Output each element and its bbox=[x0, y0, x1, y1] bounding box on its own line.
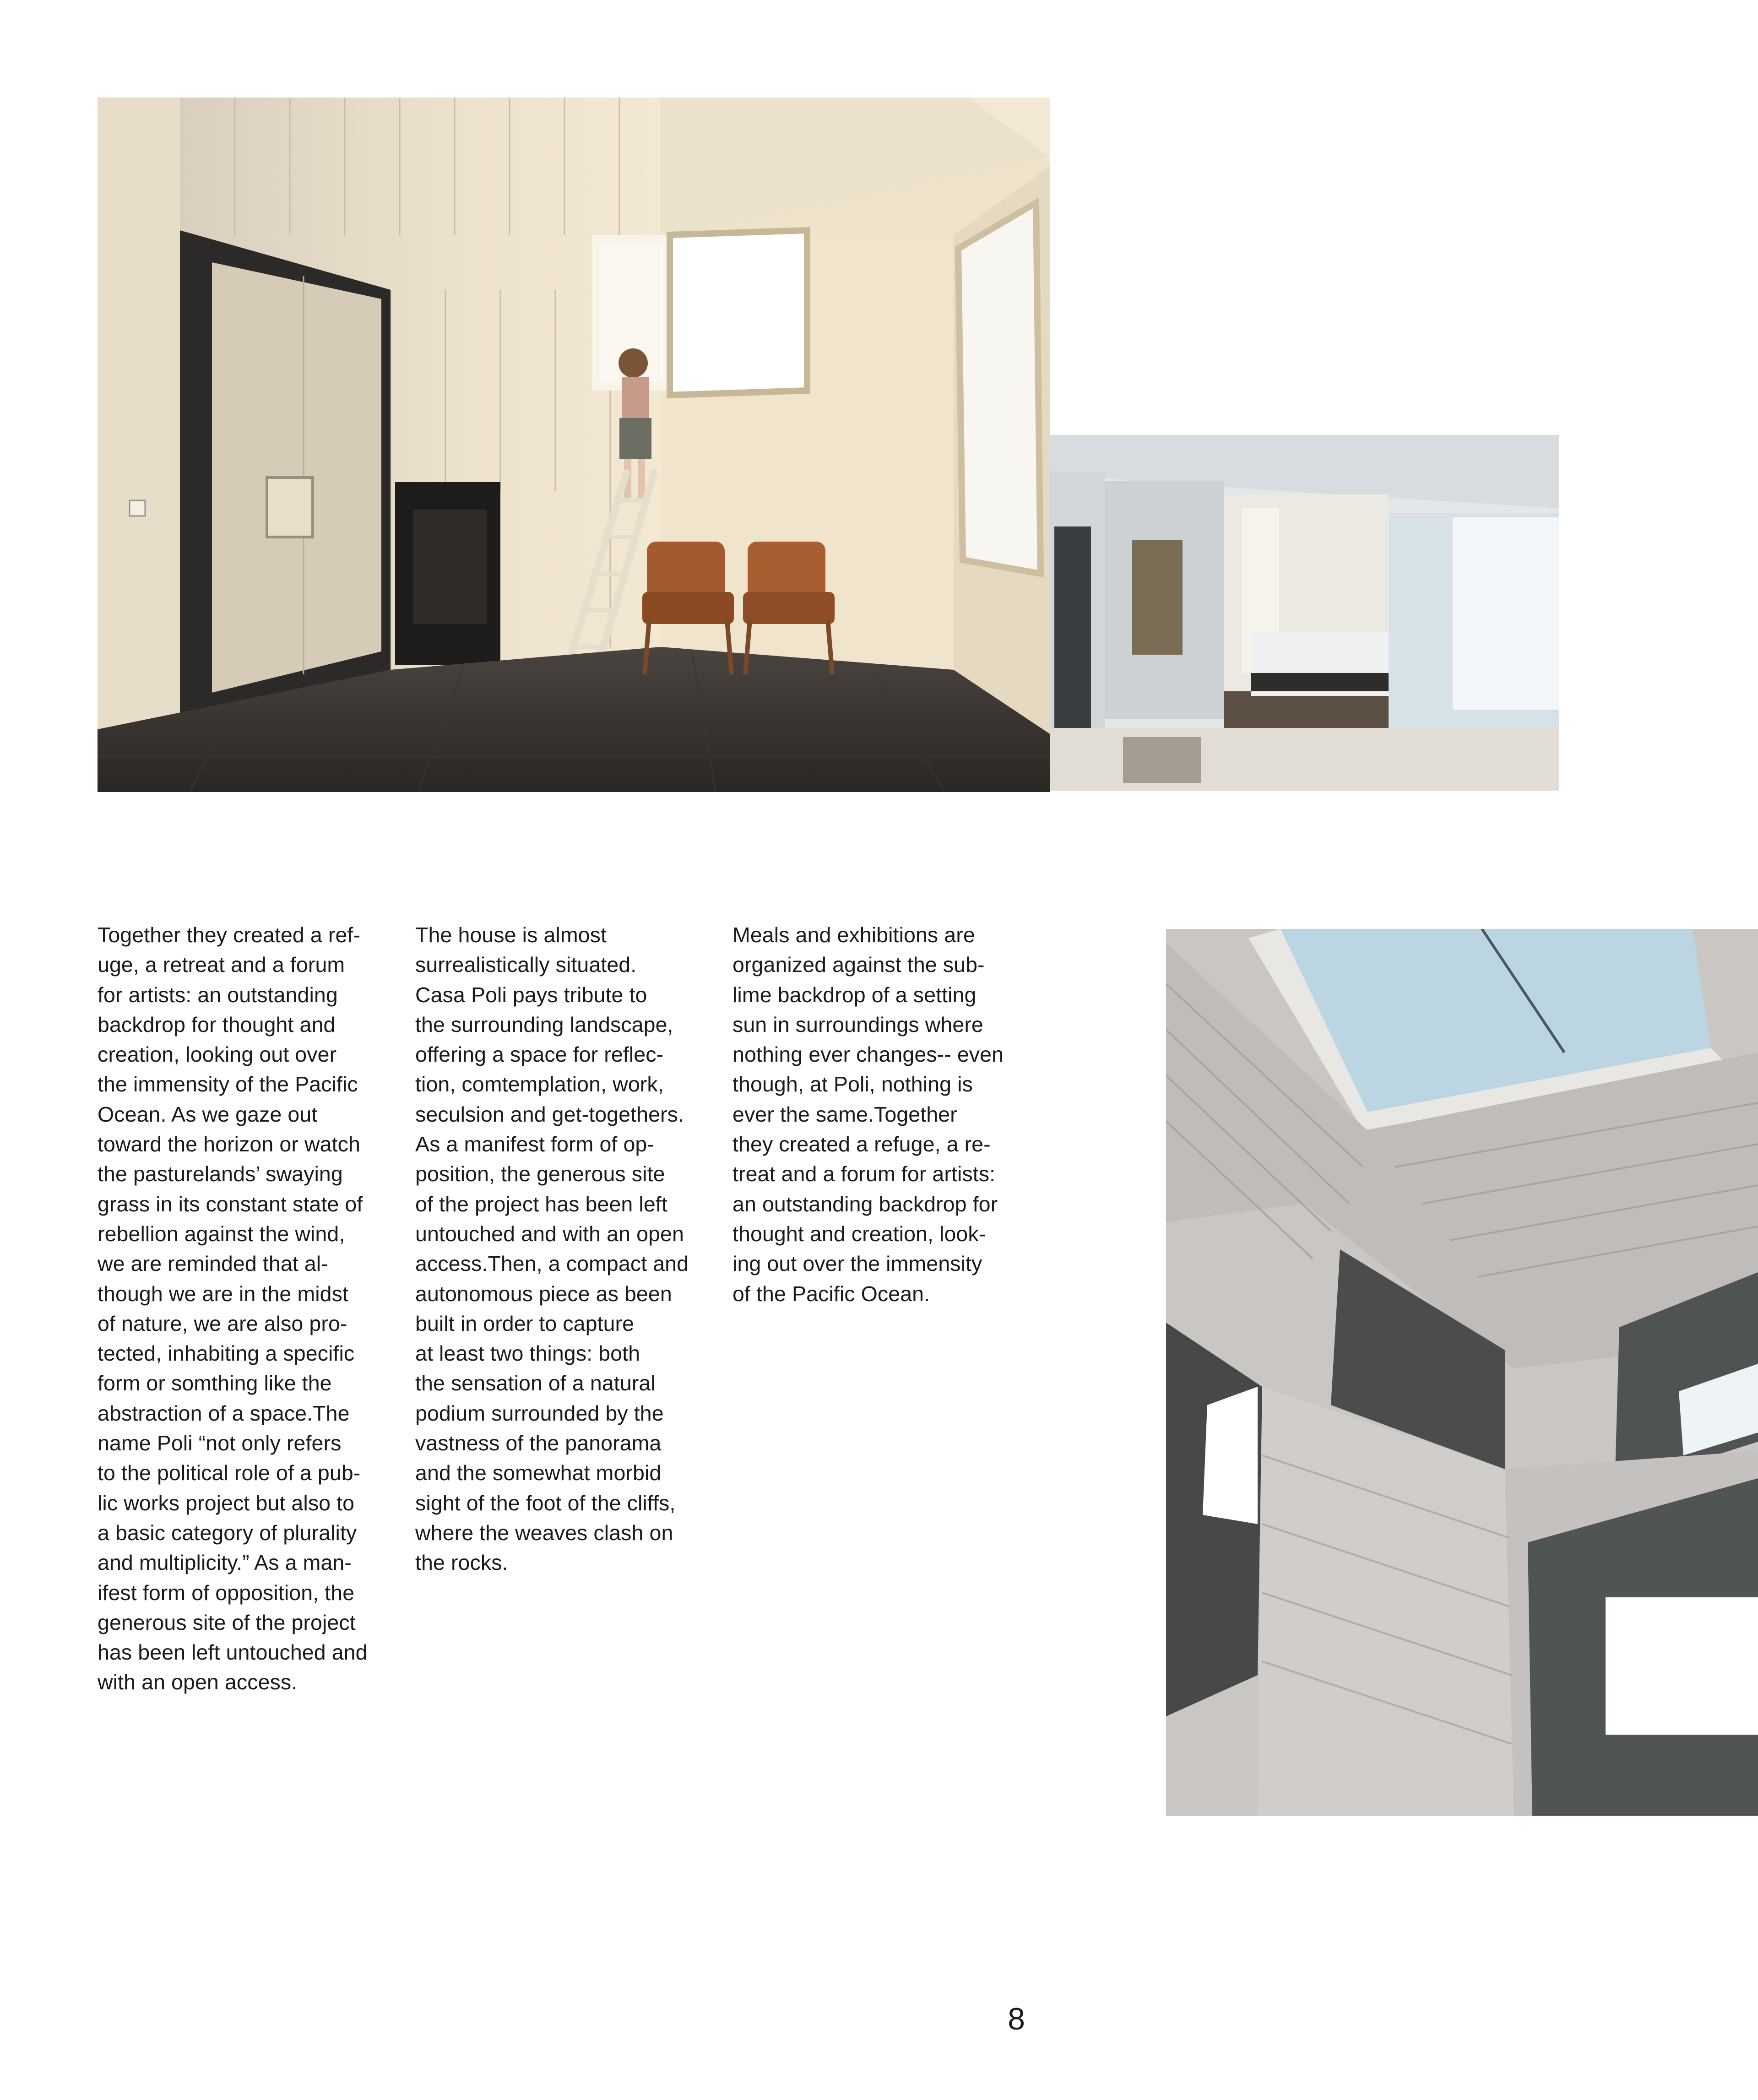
text-line: toward the horizon or watch bbox=[98, 1132, 360, 1156]
living-room-illustration bbox=[98, 98, 1050, 792]
text-line: where the weaves clash on bbox=[415, 1520, 673, 1545]
text-line: of the project has been left bbox=[415, 1192, 667, 1216]
text-line: ing out over the immensity bbox=[732, 1252, 982, 1276]
text-line: position, the generous site bbox=[415, 1162, 665, 1186]
text-line: Ocean. As we gaze out bbox=[98, 1102, 318, 1126]
photo-bedroom bbox=[1050, 435, 1559, 791]
text-line: at least two things: both bbox=[415, 1341, 640, 1366]
text-line: tion, comtemplation, work, bbox=[415, 1072, 664, 1096]
text-line: name Poli “not only refers bbox=[98, 1431, 342, 1455]
bedroom-illustration bbox=[1050, 435, 1559, 791]
text-line: though, at Poli, nothing is bbox=[732, 1072, 973, 1096]
text-line: the surrounding landscape, bbox=[415, 1012, 673, 1036]
text-line: seculsion and get-togethers. bbox=[415, 1102, 684, 1126]
text-line: grass in its constant state of bbox=[98, 1192, 363, 1216]
skylight-illustration bbox=[1166, 929, 1758, 1816]
text-line: has been left untouched and bbox=[98, 1640, 368, 1665]
text-column-3 bbox=[732, 920, 1026, 1309]
page-number: 8 bbox=[1008, 2002, 1025, 2036]
text-line: Together they created a ref- bbox=[98, 923, 361, 947]
text-line: creation, looking out over bbox=[98, 1042, 337, 1067]
text-line: nothing ever changes-- even bbox=[732, 1042, 1004, 1067]
text-line: sun in surroundings where bbox=[732, 1012, 983, 1036]
text-line: As a manifest form of op- bbox=[415, 1132, 654, 1156]
text-line: The house is almost bbox=[415, 923, 607, 947]
photo-skylight bbox=[1166, 929, 1758, 1816]
text-line: form or somthing like the bbox=[98, 1371, 332, 1395]
text-line: podium surrounded by the bbox=[415, 1401, 664, 1425]
photo-living-room bbox=[98, 98, 1050, 792]
text-line: access.Then, a compact and bbox=[415, 1252, 689, 1276]
text-line: organized against the sub- bbox=[732, 953, 985, 977]
text-line: built in order to capture bbox=[415, 1311, 635, 1335]
text-line: untouched and with an open bbox=[415, 1221, 684, 1246]
text-line: lic works project but also to bbox=[98, 1491, 355, 1515]
text-column-1 bbox=[98, 920, 391, 1698]
paragraph bbox=[98, 920, 391, 1698]
text-line: lime backdrop of a setting bbox=[732, 982, 977, 1007]
text-line: vastness of the panorama bbox=[415, 1431, 662, 1455]
text-line: autonomous piece as been bbox=[415, 1281, 672, 1306]
text-line: the rocks. bbox=[415, 1551, 508, 1575]
text-line: generous site of the project bbox=[98, 1610, 356, 1634]
text-line: tected, inhabiting a specific bbox=[98, 1341, 355, 1366]
text-line: the immensity of the Pacific bbox=[98, 1072, 358, 1096]
text-line: backdrop for thought and bbox=[98, 1012, 336, 1036]
text-line: to the political role of a pub- bbox=[98, 1461, 361, 1485]
text-line: with an open access. bbox=[98, 1670, 298, 1694]
text-line: offering a space for reflec- bbox=[415, 1042, 664, 1067]
text-line: a basic category of plurality bbox=[98, 1520, 357, 1545]
text-line: sight of the foot of the cliffs, bbox=[415, 1491, 676, 1515]
paragraph bbox=[415, 920, 708, 1578]
text-line: Casa Poli pays tribute to bbox=[415, 982, 647, 1007]
text-line: of nature, we are also pro- bbox=[98, 1311, 347, 1335]
text-line: treat and a forum for artists: bbox=[732, 1162, 996, 1186]
text-line: and the somewhat morbid bbox=[415, 1461, 662, 1485]
text-line: rebellion against the wind, bbox=[98, 1221, 345, 1246]
text-line: surrealistically situated. bbox=[415, 953, 637, 977]
text-line: the pasturelands’ swaying bbox=[98, 1162, 343, 1186]
text-line: they created a refuge, a re- bbox=[732, 1132, 991, 1156]
text-line: of the Pacific Ocean. bbox=[732, 1281, 930, 1306]
text-line: ifest form of opposition, the bbox=[98, 1580, 355, 1605]
text-line: and multiplicity.” As a man- bbox=[98, 1551, 352, 1575]
text-line: abstraction of a space.The bbox=[98, 1401, 350, 1425]
text-line: uge, a retreat and a forum bbox=[98, 953, 345, 977]
paragraph bbox=[732, 920, 1026, 1309]
text-line: ever the same.Together bbox=[732, 1102, 957, 1126]
text-line: though we are in the midst bbox=[98, 1281, 348, 1306]
text-column-2 bbox=[415, 920, 708, 1578]
text-line: for artists: an outstanding bbox=[98, 982, 338, 1007]
text-line: an outstanding backdrop for bbox=[732, 1192, 998, 1216]
text-line: Meals and exhibitions are bbox=[732, 923, 975, 947]
text-line: we are reminded that al- bbox=[98, 1252, 328, 1276]
text-line: the sensation of a natural bbox=[415, 1371, 656, 1395]
text-line: thought and creation, look- bbox=[732, 1221, 986, 1246]
